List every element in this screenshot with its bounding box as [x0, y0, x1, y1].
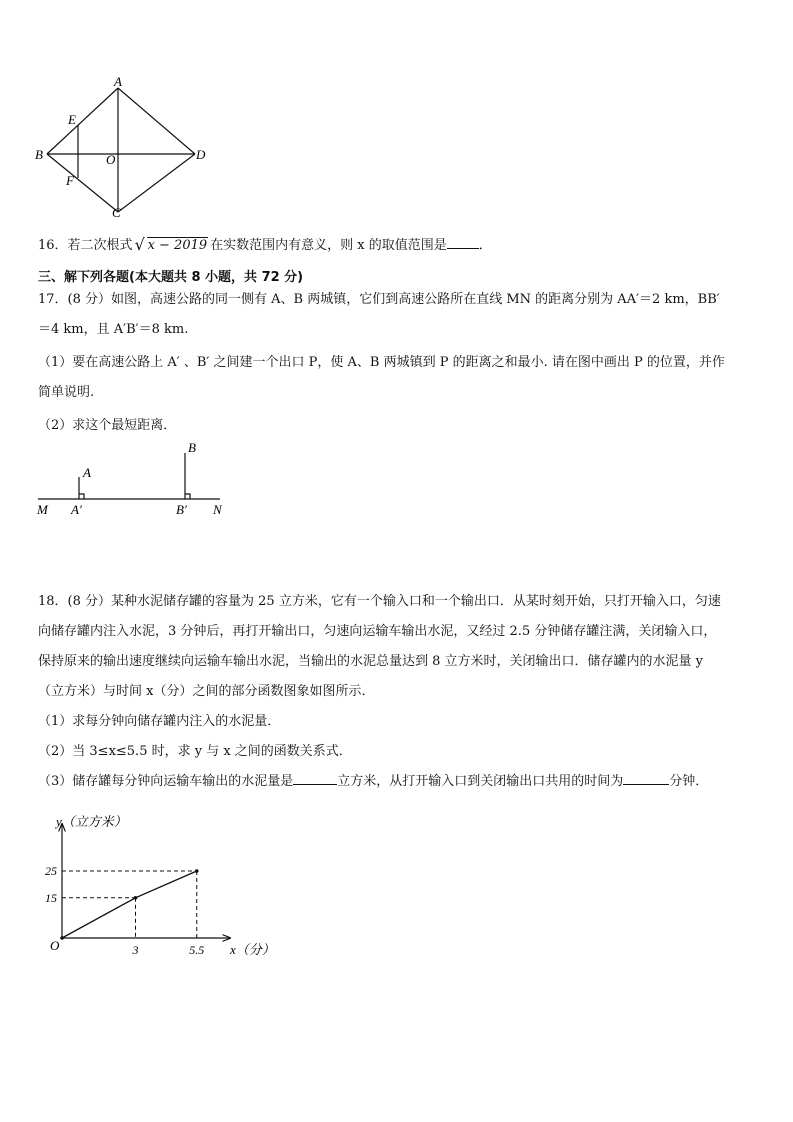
point-o-label: O	[106, 152, 116, 167]
highway-figure	[30, 440, 240, 520]
q17-part1-line1: （1）要在高速公路上 A′ 、B′ 之间建一个出口 P，使 A、B 两城镇到 P 的距离之和最小. 请在图中画出 P 的位置，并作	[38, 355, 725, 370]
point-n-label: N	[213, 502, 222, 517]
x-tick-label: 5.5	[189, 943, 205, 957]
q18-total-time-blank[interactable]	[623, 772, 669, 785]
q16-number: 16．	[38, 238, 68, 253]
q18-part3-b: 立方米，从打开输入口到关闭输出口共用的时间为	[337, 774, 624, 789]
x-tick-label: 3	[132, 943, 139, 957]
radicand: x − 2019	[147, 238, 208, 253]
y-axis-label: y（立方米）	[56, 814, 127, 829]
q18-line1: 18．(8 分）某种水泥储存罐的容量为 25 立方米，它有一个输入口和一个输出口．从某时刻开始，只打开输入口，匀速	[38, 594, 721, 609]
point-a-prime-label: A′	[71, 502, 82, 517]
y-tick-label: 15	[45, 890, 57, 905]
function-graph	[30, 810, 280, 970]
point-c-label: C	[112, 205, 121, 220]
q17-line1: 17．(8 分）如图，高速公路的同一侧有 A、B 两城镇，它们到高速公路所在直线 MN 的距离分别为 AA′＝2 km，BB′	[38, 292, 720, 307]
edge-ad	[118, 88, 195, 154]
origin-label: O	[50, 938, 60, 953]
point-e-label: E	[68, 112, 76, 127]
question-16	[38, 234, 492, 253]
point-f-label: F	[66, 173, 74, 188]
q18-line4: （立方米）与时间 x（分）之间的部分函数图象如图所示．	[38, 684, 375, 699]
y-tick-label: 25	[45, 864, 57, 878]
question-17	[38, 285, 758, 441]
q17-part2: （2）求这个最短距离．	[38, 418, 177, 433]
q16-text-after: 在实数范围内有意义，则 x 的取值范围是	[210, 238, 447, 253]
point-a-label: A	[114, 75, 122, 89]
point-b-label: B	[188, 440, 196, 455]
rhombus-figure	[30, 75, 220, 225]
point-m-label: M	[37, 502, 48, 517]
edge-dc	[118, 154, 195, 212]
data-point-1	[134, 896, 138, 900]
q17-part1-line2: 简单说明.	[38, 385, 95, 400]
question-18	[38, 587, 758, 797]
point-d-label: D	[196, 147, 206, 162]
q18-part3-c: 分钟．	[669, 774, 709, 789]
q16-answer-blank[interactable]	[447, 236, 479, 249]
x-axis-label: x（分）	[230, 942, 275, 957]
q16-text-before: 若二次根式	[67, 238, 133, 253]
q18-part3	[38, 767, 758, 797]
radical-expression: √ x − 2019	[134, 235, 208, 254]
q18-part1: （1）求每分钟向储存罐内注入的水泥量．	[38, 714, 281, 729]
section-3-heading: 三、解下列各题(本大题共 8 小题，共 72 分)	[38, 270, 304, 285]
q18-line2: 向储存罐内注入水泥，3 分钟后，再打开输出口，匀速向运输车输出水泥，又经过 2.5 分钟储存罐注满，关闭输入口，	[38, 624, 717, 639]
point-a-label: A	[83, 465, 91, 480]
q18-part3-a: （3）储存罐每分钟向运输车输出的水泥量是	[38, 774, 294, 789]
q16-end: ．	[478, 238, 492, 253]
point-b-label: B	[35, 147, 43, 162]
q18-line3: 保持原来的输出速度继续向运输车输出水泥，当输出的水泥总量达到 8 立方米时，关闭输出口．储存罐内的水泥量 y	[38, 654, 704, 669]
right-angle-b	[185, 494, 190, 499]
series-line	[62, 871, 197, 938]
data-point-2	[195, 869, 199, 873]
q18-output-rate-blank[interactable]	[293, 772, 337, 785]
point-b-prime-label: B′	[176, 502, 187, 517]
right-angle-a	[79, 494, 84, 499]
data-point-0	[60, 936, 64, 940]
q18-part2: （2）当 3≤x≤5.5 时，求 y 与 x 之间的函数关系式．	[38, 744, 352, 759]
q17-line2: ＝4 km，且 A′B′＝8 km.	[38, 322, 189, 337]
edge-ab	[47, 88, 118, 154]
